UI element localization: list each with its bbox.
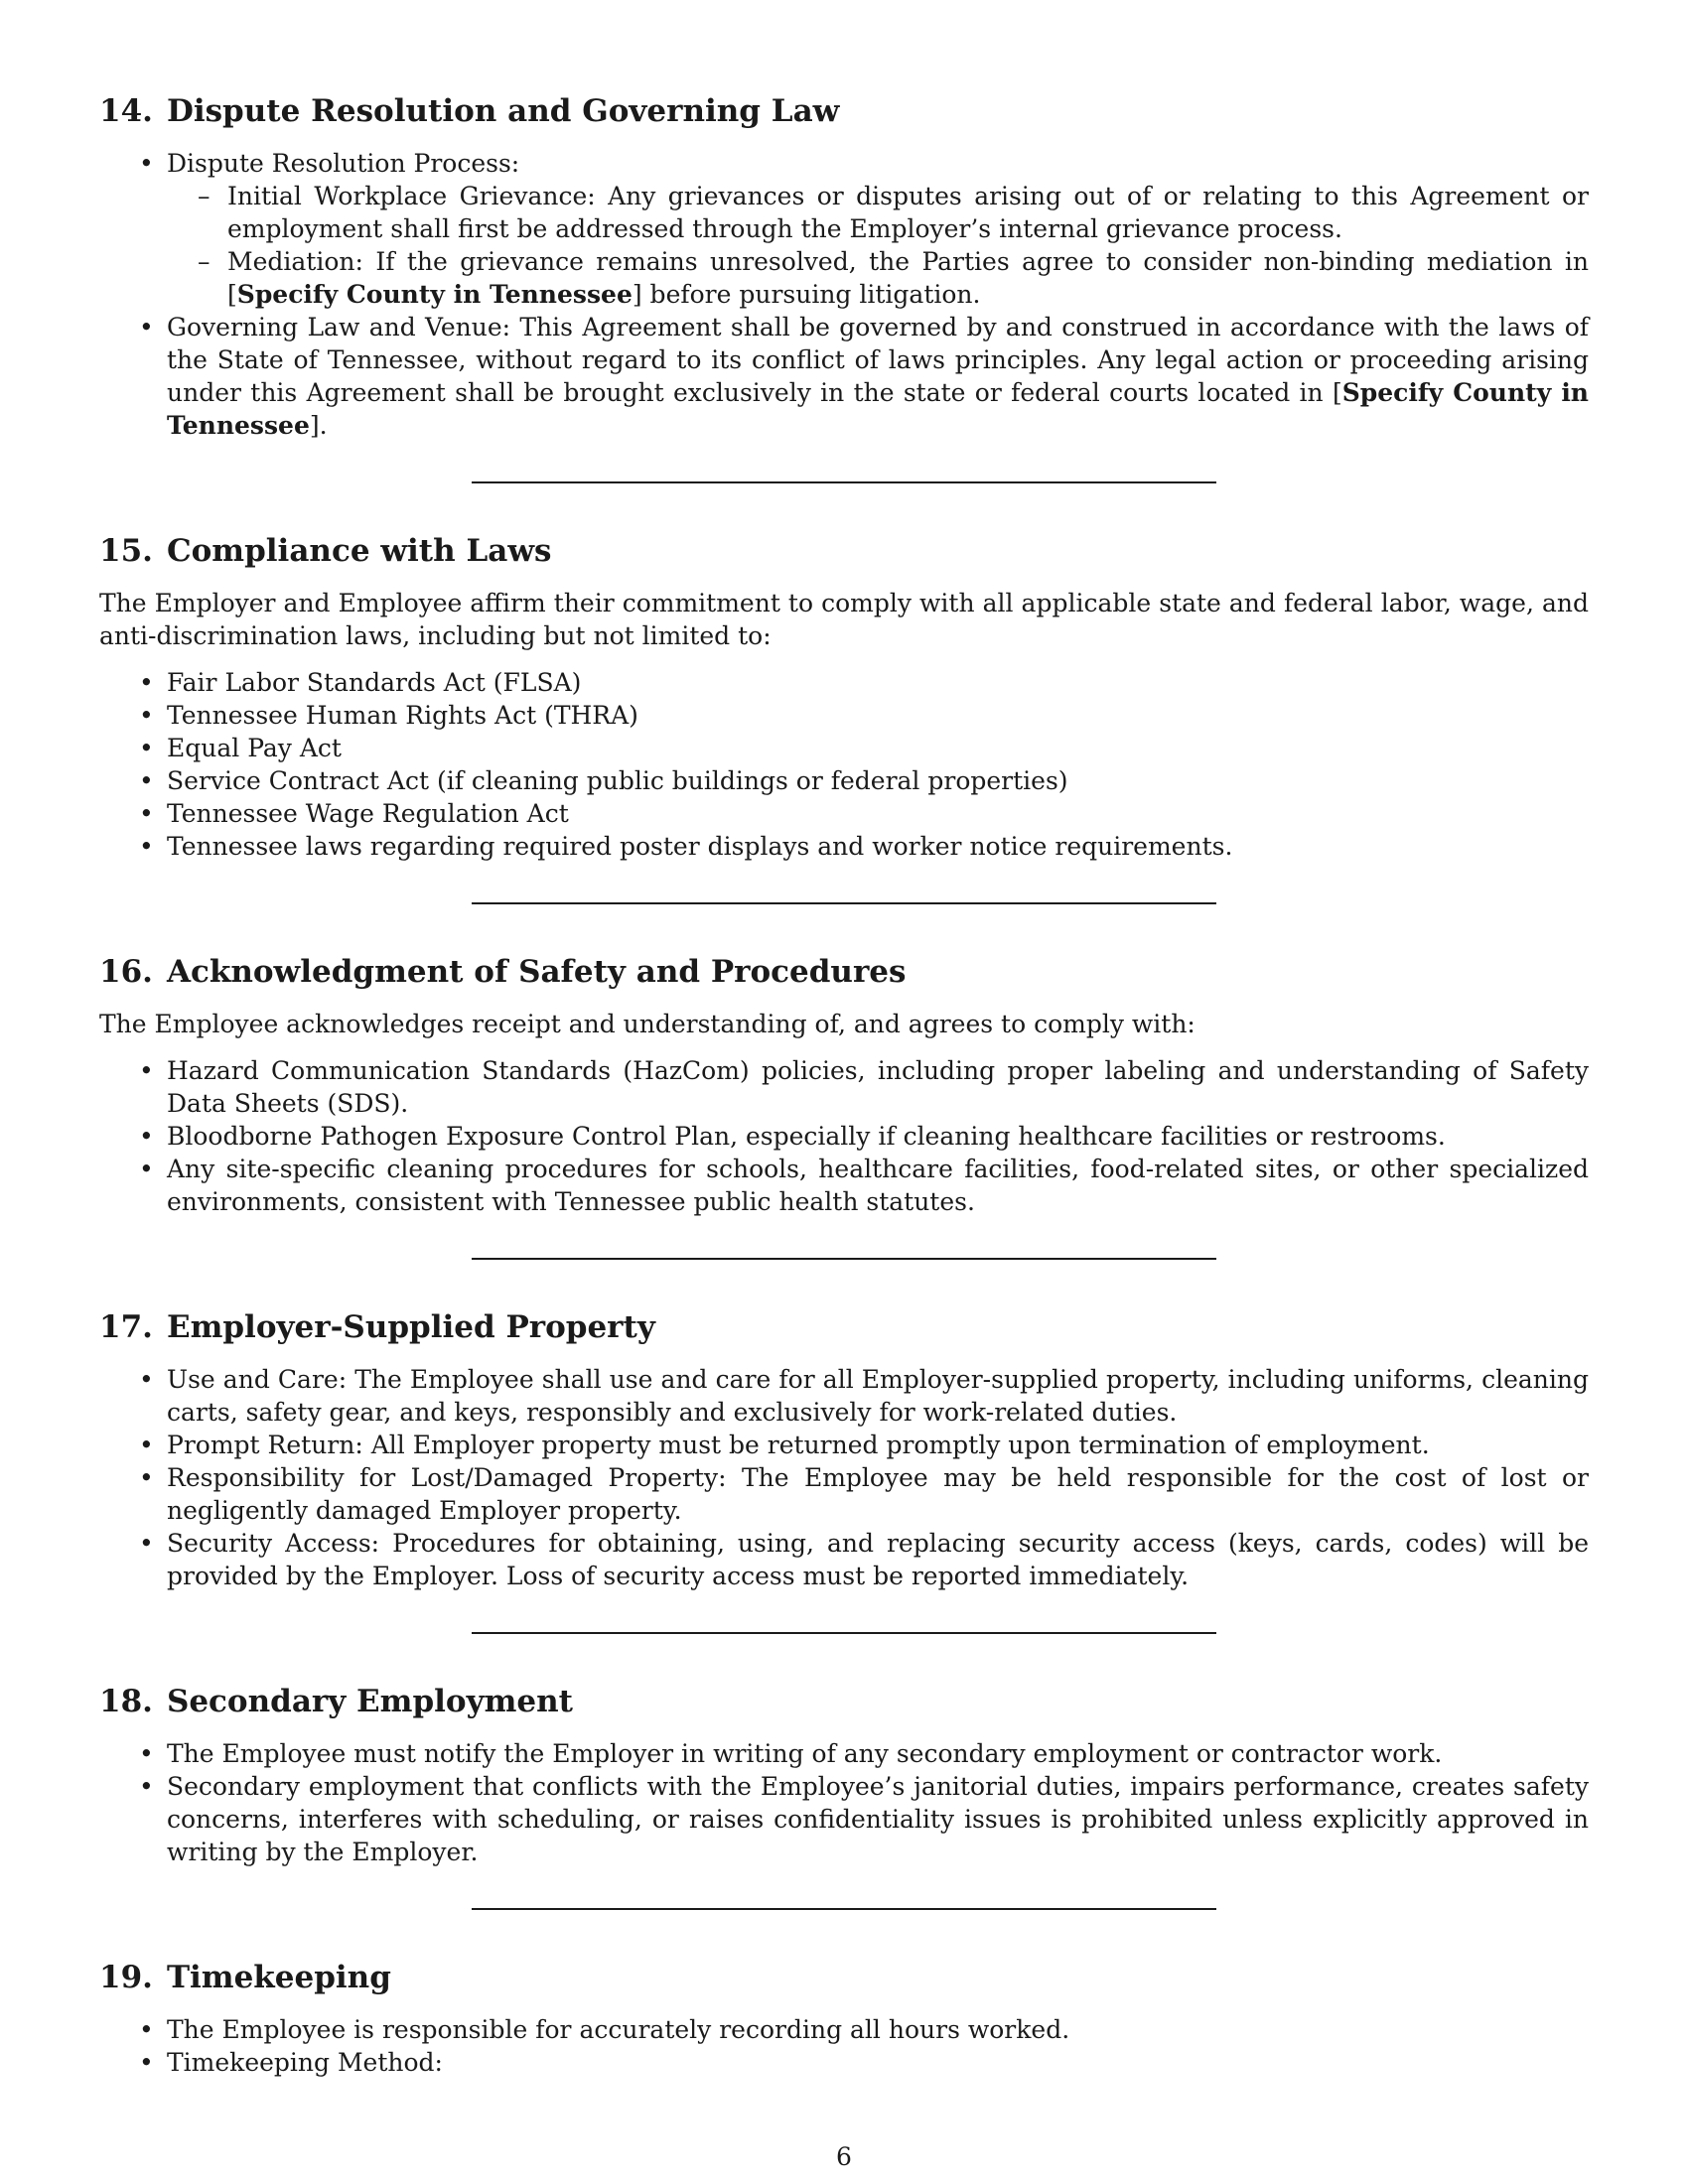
- bullet-list: [99, 1737, 1589, 1868]
- section-heading: [99, 531, 1589, 571]
- text-run: ] before pursuing litigation.: [632, 280, 981, 309]
- section-18: [99, 1682, 1589, 1868]
- text-run: ].: [309, 411, 328, 440]
- list-item: [99, 147, 1589, 311]
- bullet-list: [99, 147, 1589, 442]
- list-item-text: Dispute Resolution Process:: [167, 149, 520, 178]
- list-item: • Fair Labor Standards Act (FLSA): [99, 666, 1589, 699]
- document-page: [99, 91, 1589, 2079]
- list-item: • Equal Pay Act: [99, 732, 1589, 764]
- section-number: 14.: [99, 93, 153, 129]
- bullet-list: [99, 1363, 1589, 1592]
- section-divider: [472, 481, 1216, 483]
- list-item: • Responsibility for Lost/Damaged Property: The Employee may be held responsible for the cost of lost or negligently damaged Employer property.: [99, 1461, 1589, 1527]
- list-item: • Prompt Return: All Employer property must be returned promptly upon termination of employment.: [99, 1429, 1589, 1461]
- bullet-list: [99, 1054, 1589, 1218]
- section-heading: [99, 1958, 1589, 1997]
- section-title: Timekeeping: [166, 1960, 391, 1995]
- section-heading: [99, 1307, 1589, 1347]
- section-number: 18.: [99, 1684, 153, 1719]
- sub-list: [167, 180, 1589, 311]
- text-run: Governing Law and Venue: This Agreement shall be governed by and construed in accordance with the laws of the State of Tennessee, without regard to its conflict of laws principles. Any legal action or proceeding arising under this Agreement shall be brought exclusively in the state or federal courts located in [: [167, 313, 1589, 407]
- list-item: • The Employee is responsible for accurately recording all hours worked.: [99, 2013, 1589, 2046]
- section-number: 16.: [99, 954, 153, 990]
- placeholder-field: Specify County in Tennessee: [236, 280, 633, 309]
- section-heading: [99, 1682, 1589, 1721]
- section-number: 15.: [99, 533, 153, 569]
- section-intro: The Employer and Employee affirm their commitment to comply with all applicable state and federal labor, wage, and anti-discrimination laws, including but not limited to:: [99, 589, 1589, 650]
- section-title: Dispute Resolution and Governing Law: [166, 93, 840, 129]
- list-item: • Any site-specific cleaning procedures for schools, healthcare facilities, food-related sites, or other specialized environments, consistent with Tennessee public health statutes.: [99, 1153, 1589, 1218]
- list-item: • Bloodborne Pathogen Exposure Control Plan, especially if cleaning healthcare facilities or restrooms.: [99, 1120, 1589, 1153]
- list-item: • Tennessee Human Rights Act (THRA): [99, 699, 1589, 732]
- list-item: • Tennessee Wage Regulation Act: [99, 797, 1589, 830]
- section-17: [99, 1307, 1589, 1592]
- list-item: • Tennessee laws regarding required poster displays and worker notice requirements.: [99, 830, 1589, 863]
- section-divider: [472, 1258, 1216, 1260]
- list-item: • Service Contract Act (if cleaning public buildings or federal properties): [99, 764, 1589, 797]
- section-19: [99, 1958, 1589, 2079]
- section-15: [99, 531, 1589, 863]
- section-14: [99, 91, 1589, 442]
- section-title: Compliance with Laws: [166, 533, 552, 569]
- sub-list-item: – Initial Workplace Grievance: Any grievances or disputes arising out of or relating to this Agreement or employment shall first be addressed through the Employer’s internal grievance process.: [167, 180, 1589, 245]
- section-divider: [472, 1632, 1216, 1634]
- bullet-list: [99, 2013, 1589, 2079]
- section-number: 17.: [99, 1309, 153, 1345]
- page-number: 6: [836, 2142, 852, 2171]
- list-item: • The Employee must notify the Employer in writing of any secondary employment or contractor work.: [99, 1737, 1589, 1770]
- section-heading: [99, 91, 1589, 131]
- list-item: • Security Access: Procedures for obtaining, using, and replacing security access (keys, cards, codes) will be provided by the Employer. Loss of security access must be reported immediately.: [99, 1527, 1589, 1592]
- list-item: • Timekeeping Method:: [99, 2046, 1589, 2079]
- list-item: • Use and Care: The Employee shall use and care for all Employer-supplied property, including uniforms, cleaning carts, safety gear, and keys, responsibly and exclusively for work-related duties.: [99, 1363, 1589, 1429]
- section-intro: The Employee acknowledges receipt and understanding of, and agrees to comply with:: [99, 1010, 1196, 1038]
- section-divider: [472, 1908, 1216, 1910]
- list-item: [99, 311, 1589, 442]
- section-16: [99, 952, 1589, 1218]
- section-title: Employer-Supplied Property: [166, 1309, 655, 1345]
- sub-list-item: [167, 245, 1589, 311]
- list-item: • Hazard Communication Standards (HazCom) policies, including proper labeling and understanding of Safety Data Sheets (SDS).: [99, 1054, 1589, 1120]
- section-title: Secondary Employment: [166, 1684, 573, 1719]
- section-divider: [472, 902, 1216, 904]
- bullet-list: [99, 666, 1589, 863]
- section-number: 19.: [99, 1960, 153, 1995]
- placeholder-field: Specify County in Tennessee: [167, 378, 1589, 440]
- section-title: Acknowledgment of Safety and Procedures: [166, 954, 907, 990]
- list-item: • Secondary employment that conflicts with the Employee’s janitorial duties, impairs performance, creates safety concerns, interferes with scheduling, or raises confidentiality issues is prohibited unless explicitly approved in writing by the Employer.: [99, 1770, 1589, 1868]
- section-heading: [99, 952, 1589, 992]
- text-run: Mediation: If the grievance remains unresolved, the Parties agree to consider non-binding mediation in [: [227, 247, 1589, 309]
